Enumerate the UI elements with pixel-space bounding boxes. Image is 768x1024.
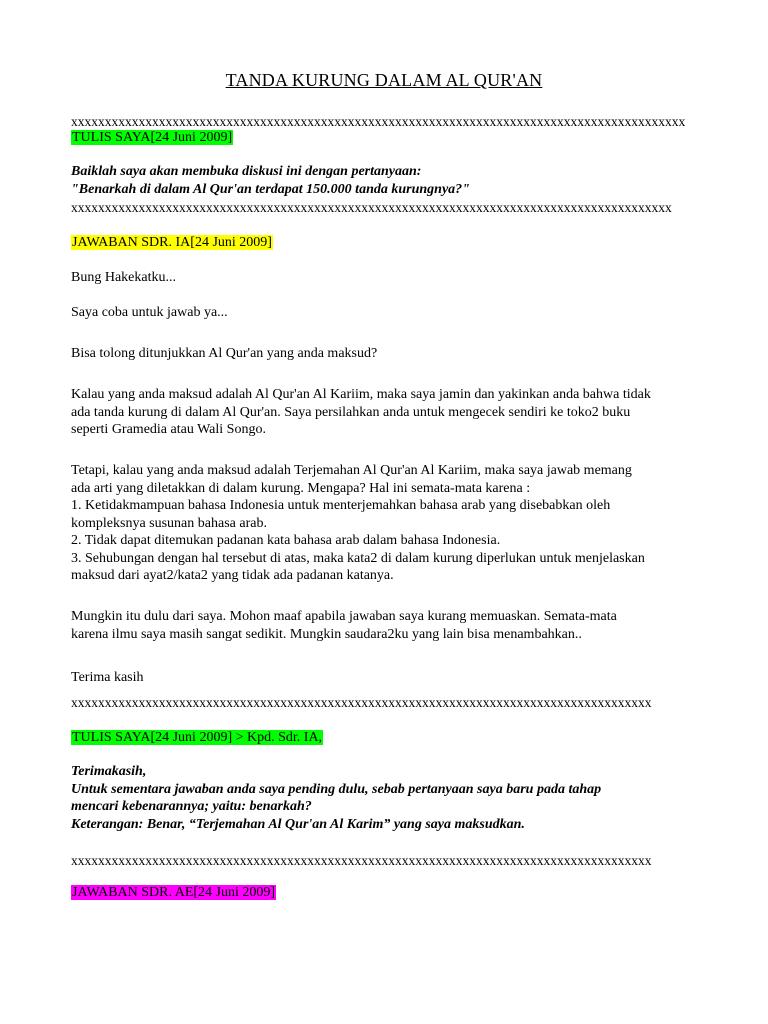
- paragraph-greeting: Bung Hakekatku...: [71, 270, 176, 285]
- highlighted-author-tag: TULIS SAYA[24 Juni 2009]: [72, 130, 233, 145]
- paragraph-thanks: Terima kasih: [71, 670, 144, 685]
- separator-line: xxxxxxxxxxxxxxxxxxxxxxxxxxxxxxxxxxxxxxxxxxxxxxxxxxxxxxxxxxxxxxxxxxxxxxxxxxxxxxxxxxxxxxxxx: [71, 200, 672, 215]
- text-line: mencari kebenarannya; yaitu: benarkah?: [71, 799, 312, 814]
- text-line: ada tanda kurung di dalam Al Qur'an. Saya persilahkan anda untuk mengecek sendiri ke toko2 buku: [71, 404, 631, 420]
- paragraph-try: Saya coba untuk jawab ya...: [71, 305, 228, 320]
- text-line: 3. Sehubungan dengan hal tersebut di atas, maka kata2 di dalam kurung diperlukan untuk menjelaskan: [71, 550, 645, 566]
- text-line: Tetapi, kalau yang anda maksud adalah Terjemahan Al Qur'an Al Kariim, maka saya jawab memang: [71, 463, 632, 478]
- text-line: Mungkin itu dulu dari saya. Mohon maaf apabila jawaban saya kurang memuaskan. Semata-mata: [71, 609, 617, 624]
- post-header-jawaban-ae: [71, 884, 731, 902]
- paragraph-ask: Bisa tolong ditunjukkan Al Qur'an yang anda maksud?: [71, 346, 378, 361]
- separator-line: xxxxxxxxxxxxxxxxxxxxxxxxxxxxxxxxxxxxxxxxxxxxxxxxxxxxxxxxxxxxxxxxxxxxxxxxxxxxxxxxxxxxxx: [71, 853, 652, 868]
- paragraph-mungkin: [71, 608, 731, 643]
- post-header-tulis-saya: [71, 129, 731, 147]
- text-line: Kalau yang anda maksud adalah Al Qur'an Al Kariim, maka saya jamin dan yakinkan anda bahwa tidak: [71, 387, 651, 402]
- paragraph-tetapi: [71, 462, 731, 585]
- question-line-1: Baiklah saya akan membuka diskusi ini dengan pertanyaan:: [71, 164, 422, 179]
- highlighted-author-tag: JAWABAN SDR. AE[24 Juni 2009]: [72, 885, 276, 900]
- text-line: Terimakasih,: [71, 764, 147, 779]
- text-line: Keterangan: Benar, “Terjemahan Al Qur'an Al Karim” yang saya maksudkan.: [71, 816, 525, 832]
- reply-paragraph: [71, 763, 731, 833]
- text-line: 2. Tidak dapat ditemukan padanan kata bahasa arab dalam bahasa Indonesia.: [71, 533, 501, 548]
- text-line: ada arti yang diletakkan di dalam kurung. Mengapa? Hal ini semata-mata karena :: [71, 480, 531, 496]
- highlighted-author-tag: JAWABAN SDR. IA[24 Juni 2009]: [72, 235, 272, 250]
- text-line: Untuk sementara jawaban anda saya pending dulu, sebab pertanyaan saya baru pada tahap: [71, 781, 602, 797]
- document-title: TANDA KURUNG DALAM AL QUR'AN: [225, 70, 543, 90]
- text-line: kompleksnya susunan bahasa arab.: [71, 515, 267, 531]
- question-line-2: "Benarkah di dalam Al Qur'an terdapat 150.000 tanda kurungnya?": [71, 182, 470, 197]
- text-line: karena ilmu saya masih sangat sedikit. Mungkin saudara2ku yang lain bisa menambahkan..: [71, 626, 582, 642]
- text-line: seperti Gramedia atau Wali Songo.: [71, 422, 266, 437]
- text-line: maksud dari ayat2/kata2 yang tidak ada padanan katanya.: [71, 568, 394, 583]
- text-line: 1. Ketidakmampuan bahasa Indonesia untuk menterjemahkan bahasa arab yang disebabkan oleh: [71, 498, 611, 513]
- post-header-tulis-saya-reply: [71, 729, 731, 747]
- post-header-jawaban-ia: [71, 234, 731, 252]
- separator-line: xxxxxxxxxxxxxxxxxxxxxxxxxxxxxxxxxxxxxxxxxxxxxxxxxxxxxxxxxxxxxxxxxxxxxxxxxxxxxxxxxxxxxxxxxxx: [71, 114, 686, 129]
- separator-line: xxxxxxxxxxxxxxxxxxxxxxxxxxxxxxxxxxxxxxxxxxxxxxxxxxxxxxxxxxxxxxxxxxxxxxxxxxxxxxxxxxxxxx: [71, 695, 652, 710]
- paragraph-kalau: [71, 386, 731, 439]
- highlighted-author-tag: TULIS SAYA[24 Juni 2009] > Kpd. Sdr. IA,: [72, 730, 323, 745]
